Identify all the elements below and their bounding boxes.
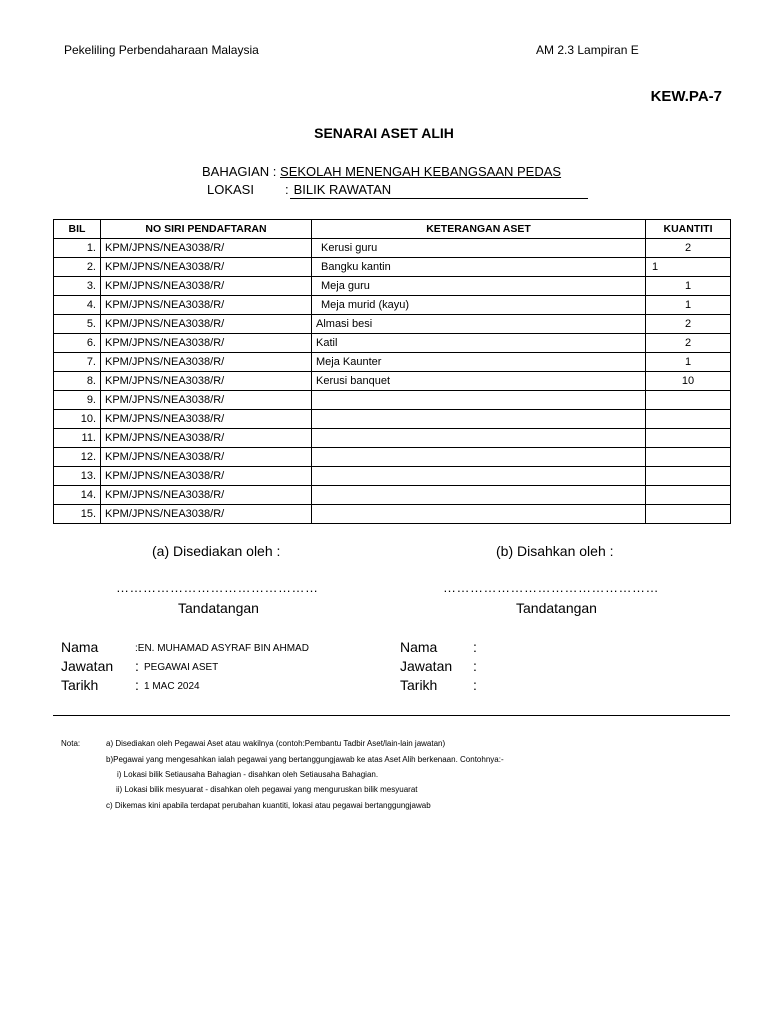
lokasi-value: BILIK RAWATAN	[290, 183, 588, 199]
divider-line	[53, 715, 730, 716]
cell-keterangan	[312, 505, 646, 524]
approved-signature-line: …………………………………………	[443, 580, 659, 595]
cell-kuantiti: 2	[646, 315, 731, 334]
table-row	[54, 372, 731, 391]
cell-bil: 6.	[54, 334, 101, 353]
col-header-no-siri: NO SIRI PENDAFTARAN	[101, 220, 312, 239]
cell-kuantiti	[646, 505, 731, 524]
note-b-ii: ii) Lokasi bilik mesyuarat - disahkan oleh pegawai yang menguruskan bilik mesyuarat	[116, 785, 418, 794]
cell-kuantiti	[646, 429, 731, 448]
notes-label: Nota:	[61, 739, 81, 748]
cell-kuantiti: 2	[646, 239, 731, 258]
bahagian-value: SEKOLAH MENENGAH KEBANGSAAN PEDAS	[280, 164, 562, 179]
cell-no-siri: KPM/JPNS/NEA3038/R/	[101, 353, 312, 372]
header-left-text: Pekeliling Perbendaharaan Malaysia	[64, 43, 259, 57]
cell-kuantiti: 1	[646, 258, 731, 277]
cell-keterangan	[312, 410, 646, 429]
bahagian-label: BAHAGIAN :	[202, 164, 277, 179]
cell-bil: 3.	[54, 277, 101, 296]
note-b: b)Pegawai yang mengesahkan ialah pegawai yang bertanggungjawab ke atas Aset Alih berkenaan. Contohnya:-	[106, 755, 504, 764]
page-title: SENARAI ASET ALIH	[314, 125, 454, 141]
cell-kuantiti	[646, 410, 731, 429]
col-header-keterangan: KETERANGAN ASET	[312, 220, 646, 239]
table-row	[54, 448, 731, 467]
cell-no-siri: KPM/JPNS/NEA3038/R/	[101, 505, 312, 524]
lokasi-label: LOKASI	[207, 182, 254, 197]
cell-no-siri: KPM/JPNS/NEA3038/R/	[101, 448, 312, 467]
cell-no-siri: KPM/JPNS/NEA3038/R/	[101, 467, 312, 486]
cell-bil: 11.	[54, 429, 101, 448]
cell-bil: 15.	[54, 505, 101, 524]
table-row	[54, 296, 731, 315]
cell-keterangan: Meja guru	[312, 277, 646, 296]
col-header-bil: BIL	[54, 220, 101, 239]
cell-bil: 9.	[54, 391, 101, 410]
cell-keterangan	[312, 486, 646, 505]
cell-no-siri: KPM/JPNS/NEA3038/R/	[101, 277, 312, 296]
table-row	[54, 486, 731, 505]
table-row	[54, 410, 731, 429]
cell-kuantiti: 10	[646, 372, 731, 391]
note-b-i: i) Lokasi bilik Setiausaha Bahagian - disahkan oleh Setiausaha Bahagian.	[117, 770, 379, 779]
cell-bil: 13.	[54, 467, 101, 486]
lokasi-value-wrap	[290, 182, 588, 199]
cell-no-siri: KPM/JPNS/NEA3038/R/	[101, 315, 312, 334]
cell-no-siri: KPM/JPNS/NEA3038/R/	[101, 334, 312, 353]
cell-keterangan: Katil	[312, 334, 646, 353]
table-row	[54, 239, 731, 258]
col-header-kuantiti: KUANTITI	[646, 220, 731, 239]
prepared-by-heading: (a) Disediakan oleh :	[152, 543, 281, 559]
table-row	[54, 391, 731, 410]
cell-kuantiti: 1	[646, 296, 731, 315]
cell-bil: 7.	[54, 353, 101, 372]
prepared-jawatan-label: Jawatan	[61, 658, 114, 674]
prepared-tarikh-value: 1 MAC 2024	[144, 681, 200, 692]
cell-keterangan: Meja Kaunter	[312, 353, 646, 372]
prepared-tarikh-colon: :	[135, 677, 139, 693]
cell-no-siri: KPM/JPNS/NEA3038/R/	[101, 410, 312, 429]
approved-nama-label: Nama	[400, 639, 438, 655]
cell-bil: 5.	[54, 315, 101, 334]
cell-kuantiti: 2	[646, 334, 731, 353]
cell-keterangan	[312, 467, 646, 486]
cell-no-siri: KPM/JPNS/NEA3038/R/	[101, 258, 312, 277]
cell-kuantiti	[646, 391, 731, 410]
prepared-signature-label: Tandatangan	[178, 600, 259, 616]
cell-keterangan: Kerusi guru	[312, 239, 646, 258]
cell-no-siri: KPM/JPNS/NEA3038/R/	[101, 296, 312, 315]
cell-no-siri: KPM/JPNS/NEA3038/R/	[101, 429, 312, 448]
approved-jawatan-colon: :	[473, 658, 477, 674]
prepared-tarikh-label: Tarikh	[61, 677, 99, 693]
prepared-nama-label: Nama	[61, 639, 99, 655]
lokasi-colon: :	[285, 182, 289, 197]
approved-by-heading: (b) Disahkan oleh :	[496, 543, 614, 559]
cell-keterangan: Meja murid (kayu)	[312, 296, 646, 315]
cell-bil: 8.	[54, 372, 101, 391]
note-c: c) Dikemas kini apabila terdapat perubahan kuantiti, lokasi atau pegawai bertanggungjawab	[106, 801, 431, 810]
table-row	[54, 429, 731, 448]
table-row	[54, 277, 731, 296]
approved-jawatan-label: Jawatan	[400, 658, 453, 674]
table-row	[54, 315, 731, 334]
cell-bil: 2.	[54, 258, 101, 277]
asset-table	[53, 219, 731, 524]
cell-kuantiti: 1	[646, 353, 731, 372]
cell-no-siri: KPM/JPNS/NEA3038/R/	[101, 391, 312, 410]
bahagian-row	[202, 164, 561, 179]
table-row	[54, 505, 731, 524]
prepared-jawatan-value: PEGAWAI ASET	[144, 662, 219, 673]
prepared-signature-line: ………………………………………	[116, 580, 319, 595]
cell-keterangan: Kerusi banquet	[312, 372, 646, 391]
cell-bil: 14.	[54, 486, 101, 505]
cell-bil: 4.	[54, 296, 101, 315]
cell-keterangan	[312, 448, 646, 467]
cell-bil: 1.	[54, 239, 101, 258]
cell-kuantiti	[646, 448, 731, 467]
cell-keterangan: Almasi besi	[312, 315, 646, 334]
approved-nama-colon: :	[473, 639, 477, 655]
cell-no-siri: KPM/JPNS/NEA3038/R/	[101, 239, 312, 258]
cell-kuantiti	[646, 467, 731, 486]
table-row	[54, 353, 731, 372]
cell-no-siri: KPM/JPNS/NEA3038/R/	[101, 372, 312, 391]
table-row	[54, 258, 731, 277]
approved-tarikh-colon: :	[473, 677, 477, 693]
cell-bil: 12.	[54, 448, 101, 467]
form-code: KEW.PA-7	[650, 88, 722, 105]
cell-keterangan: Bangku kantin	[312, 258, 646, 277]
approved-tarikh-label: Tarikh	[400, 677, 438, 693]
cell-keterangan	[312, 429, 646, 448]
cell-bil: 10.	[54, 410, 101, 429]
header-right-text: AM 2.3 Lampiran E	[536, 43, 639, 57]
note-a: a) Disediakan oleh Pegawai Aset atau wakilnya (contoh:Pembantu Tadbir Aset/lain-lain jawatan)	[106, 739, 446, 748]
cell-keterangan	[312, 391, 646, 410]
prepared-nama-value: :EN. MUHAMAD ASYRAF BIN AHMAD	[135, 643, 309, 654]
cell-kuantiti	[646, 486, 731, 505]
table-row	[54, 334, 731, 353]
approved-signature-label: Tandatangan	[516, 600, 597, 616]
prepared-jawatan-colon: :	[135, 658, 139, 674]
table-header-row	[54, 220, 731, 239]
cell-no-siri: KPM/JPNS/NEA3038/R/	[101, 486, 312, 505]
table-row	[54, 467, 731, 486]
cell-kuantiti: 1	[646, 277, 731, 296]
